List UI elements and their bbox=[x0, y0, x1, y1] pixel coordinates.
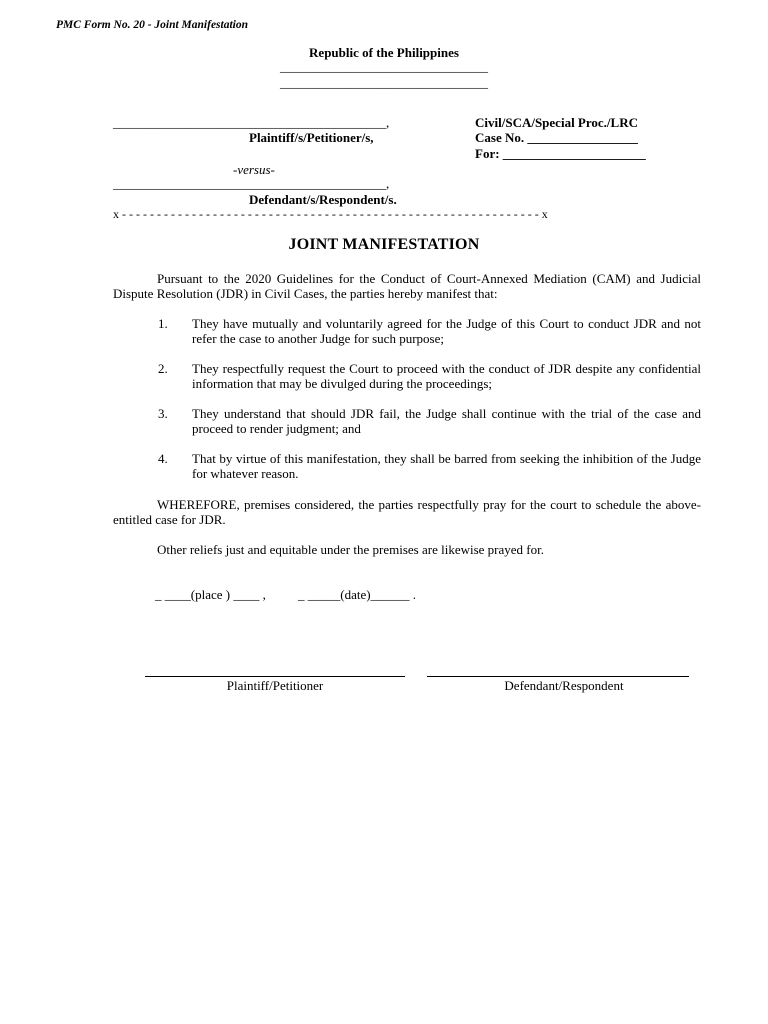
case-type-label: Civil/SCA/Special Proc./LRC bbox=[475, 115, 638, 130]
date-field[interactable]: _ _____(date)______ . bbox=[298, 587, 417, 602]
plaintiff-signature-label: Plaintiff/Petitioner bbox=[226, 678, 324, 693]
plaintiff-signature-line[interactable] bbox=[145, 676, 405, 677]
case-number-field[interactable]: Case No. _________________ bbox=[475, 130, 638, 145]
item-text: That by virtue of this manifestation, they shall be barred from seeking the inhibition of the Judge for whatever reason. bbox=[192, 451, 701, 481]
other-reliefs-paragraph: Other reliefs just and equitable under the premises are likewise prayed for. bbox=[157, 542, 544, 557]
wherefore-paragraph: WHEREFORE, premises considered, the parties respectfully pray for the court to schedule the above-entitled case for JDR. bbox=[113, 497, 701, 527]
item-number: 4. bbox=[158, 451, 168, 466]
item-text: They understand that should JDR fail, the Judge shall continue with the trial of the case and proceed to render judgment; and bbox=[192, 406, 701, 436]
intro-paragraph: Pursuant to the 2020 Guidelines for the Conduct of Court-Annexed Mediation (CAM) and Judicial Dispute Resolution (JDR) in Civil Cases, the parties hereby manifest that: bbox=[113, 271, 701, 301]
document-title: JOINT MANIFESTATION bbox=[288, 236, 480, 253]
form-label: PMC Form No. 20 - Joint Manifestation bbox=[56, 19, 249, 31]
item-number: 1. bbox=[158, 316, 168, 331]
plaintiff-name-blank[interactable]: __________________________________________, bbox=[113, 115, 390, 130]
republic-heading: Republic of the Philippines bbox=[309, 45, 459, 60]
item-text: They respectfully request the Court to proceed with the conduct of JDR despite any confidential information that may be divulged during the proceedings; bbox=[192, 361, 701, 391]
defendant-signature-label: Defendant/Respondent bbox=[504, 678, 624, 693]
versus-label: -versus- bbox=[233, 162, 275, 177]
place-field[interactable]: _ ____(place ) ____ , bbox=[155, 587, 266, 602]
plaintiff-label: Plaintiff/s/Petitioner/s, bbox=[249, 130, 374, 145]
court-location-blank[interactable]: ________________________________ bbox=[280, 75, 488, 90]
court-name-blank[interactable]: ________________________________ bbox=[280, 59, 488, 74]
item-number: 3. bbox=[158, 406, 168, 421]
item-text: They have mutually and voluntarily agreed for the Judge of this Court to conduct JDR and not refer the case to another Judge for such purpose; bbox=[192, 316, 701, 346]
case-for-field[interactable]: For: ______________________ bbox=[475, 146, 646, 161]
defendant-label: Defendant/s/Respondent/s. bbox=[249, 192, 397, 207]
item-number: 2. bbox=[158, 361, 168, 376]
defendant-signature-line[interactable] bbox=[427, 676, 689, 677]
caption-separator: x - - - - - - - - - - - - - - - - - - - - - - - - - - - - - - - - - - - - - - - - - - - - - - - - - - - - - - - - - - - - x bbox=[113, 207, 548, 221]
defendant-name-blank[interactable]: __________________________________________, bbox=[113, 176, 390, 191]
